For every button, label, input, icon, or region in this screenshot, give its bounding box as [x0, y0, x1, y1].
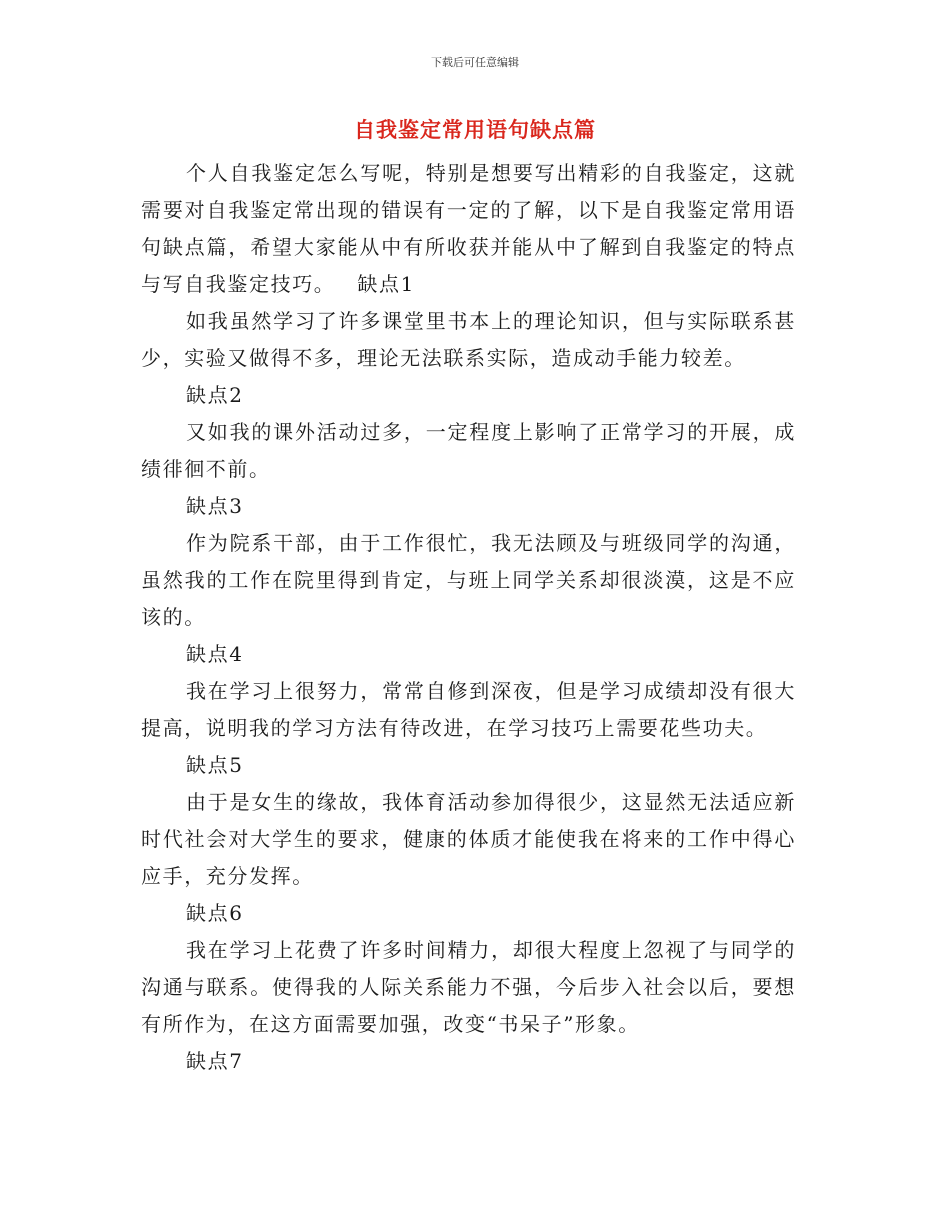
section-heading-3: 缺点3: [186, 494, 244, 518]
section-heading-2: 缺点2: [186, 383, 244, 407]
document-body: [141, 155, 796, 1080]
section-heading-6: 缺点6: [186, 901, 244, 925]
section-heading-5: 缺点5: [186, 753, 244, 777]
section-text-4: 我在学习上很努力，常常自修到深夜，但是学习成绩却没有很大提高，说明我的学习方法有待改进，在学习技巧上需要花些功夫。: [141, 679, 796, 740]
section-heading-1: 缺点1: [357, 272, 415, 296]
section-text-1: 如我虽然学习了许多课堂里书本上的理论知识，但与实际联系甚少，实验又做得不多，理论无法联系实际，造成动手能力较差。: [141, 309, 796, 370]
document-title: 自我鉴定常用语句缺点篇: [354, 117, 596, 142]
intro-text: 个人自我鉴定怎么写呢，特别是想要写出精彩的自我鉴定，这就需要对自我鉴定常出现的错误有一定的了解，以下是自我鉴定常用语句缺点篇，希望大家能从中有所收获并能从中了解到自我鉴定的特点与写自我鉴定技巧。: [141, 161, 796, 296]
section-text-5: 由于是女生的缘故，我体育活动参加得很少，这显然无法适应新时代社会对大学生的要求，健康的体质才能使我在将来的工作中得心应手，充分发挥。: [141, 790, 796, 888]
section-heading-7: 缺点7: [186, 1049, 244, 1073]
section-text-2: 又如我的课外活动过多，一定程度上影响了正常学习的开展，成绩徘徊不前。: [141, 420, 796, 481]
section-text-3: 作为院系干部，由于工作很忙，我无法顾及与班级同学的沟通，虽然我的工作在院里得到肯定，与班上同学关系却很淡漠，这是不应该的。: [141, 531, 796, 629]
section-heading-4: 缺点4: [186, 642, 244, 666]
intro-paragraph: [141, 155, 796, 303]
header-note: 下载后可任意编辑: [431, 56, 519, 69]
section-text-6: 我在学习上花费了许多时间精力，却很大程度上忽视了与同学的沟通与联系。使得我的人际关系能力不强，今后步入社会以后，要想有所作为，在这方面需要加强，改变“书呆子”形象。: [141, 938, 796, 1036]
